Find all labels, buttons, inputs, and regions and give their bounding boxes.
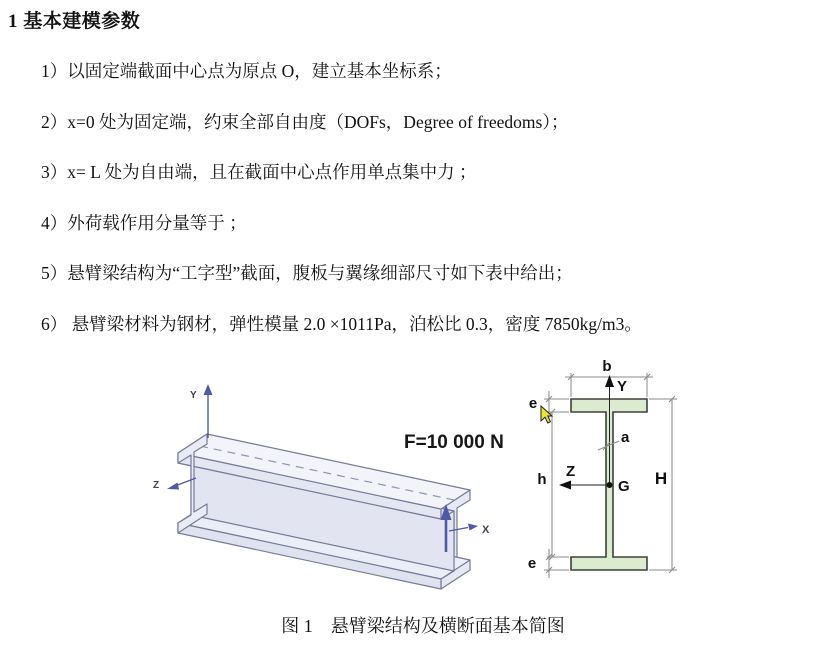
- list-item: 6） 悬臂梁材料为钢材，弹性模量 2.0 ×1011Pa，泊松比 0.3，密度 7850kg/m3。: [41, 313, 642, 334]
- x-axis-label: X: [482, 524, 490, 536]
- cursor-icon: [541, 406, 552, 423]
- section-y-axis-label: Y: [617, 378, 628, 395]
- section-heading: 1 基本建模参数: [8, 11, 141, 32]
- dim-label-h: h: [537, 471, 547, 488]
- force-value-label: F=10 000 N: [404, 432, 504, 453]
- list-item: 2）x=0 处为固定端，约束全部自由度（DOFs，Degree of freedoms）；: [41, 111, 569, 132]
- y-axis-arrow-icon: [204, 384, 213, 395]
- dim-label-H: H: [654, 469, 668, 488]
- dim-label-e-top: e: [528, 395, 538, 412]
- dim-label-e-bottom: e: [527, 555, 537, 572]
- figure-caption: 图 1 悬臂梁结构及横断面基本简图: [281, 616, 565, 636]
- section-z-axis-label: Z: [566, 463, 576, 480]
- dim-label-b: b: [602, 360, 612, 375]
- cross-section-figure: [520, 360, 715, 605]
- dim-label-G: G: [618, 478, 630, 495]
- z-axis-label: Z: [153, 480, 160, 491]
- beam-3d-figure: [148, 360, 508, 605]
- list-item: 1）以固定端截面中心点为原点 O，建立基本坐标系；: [41, 61, 452, 81]
- z-axis-arrow-icon: [167, 483, 179, 490]
- x-axis-arrow-icon: [468, 524, 478, 531]
- dim-label-a: a: [621, 429, 630, 446]
- list-item: 5）悬臂梁结构为“工字型”截面，腹板与翼缘细部尺寸如下表中给出；: [41, 263, 573, 283]
- list-item: 4）外荷载作用分量等于 ；: [41, 212, 247, 233]
- parameter-list: [41, 60, 810, 363]
- centroid-point: [607, 482, 613, 488]
- section-z-axis-arrow-icon: [559, 481, 571, 490]
- list-item: 3）x= L 处为自由端，且在截面中心点作用单点集中力 ；: [41, 162, 477, 182]
- y-axis-label: Y: [190, 390, 197, 401]
